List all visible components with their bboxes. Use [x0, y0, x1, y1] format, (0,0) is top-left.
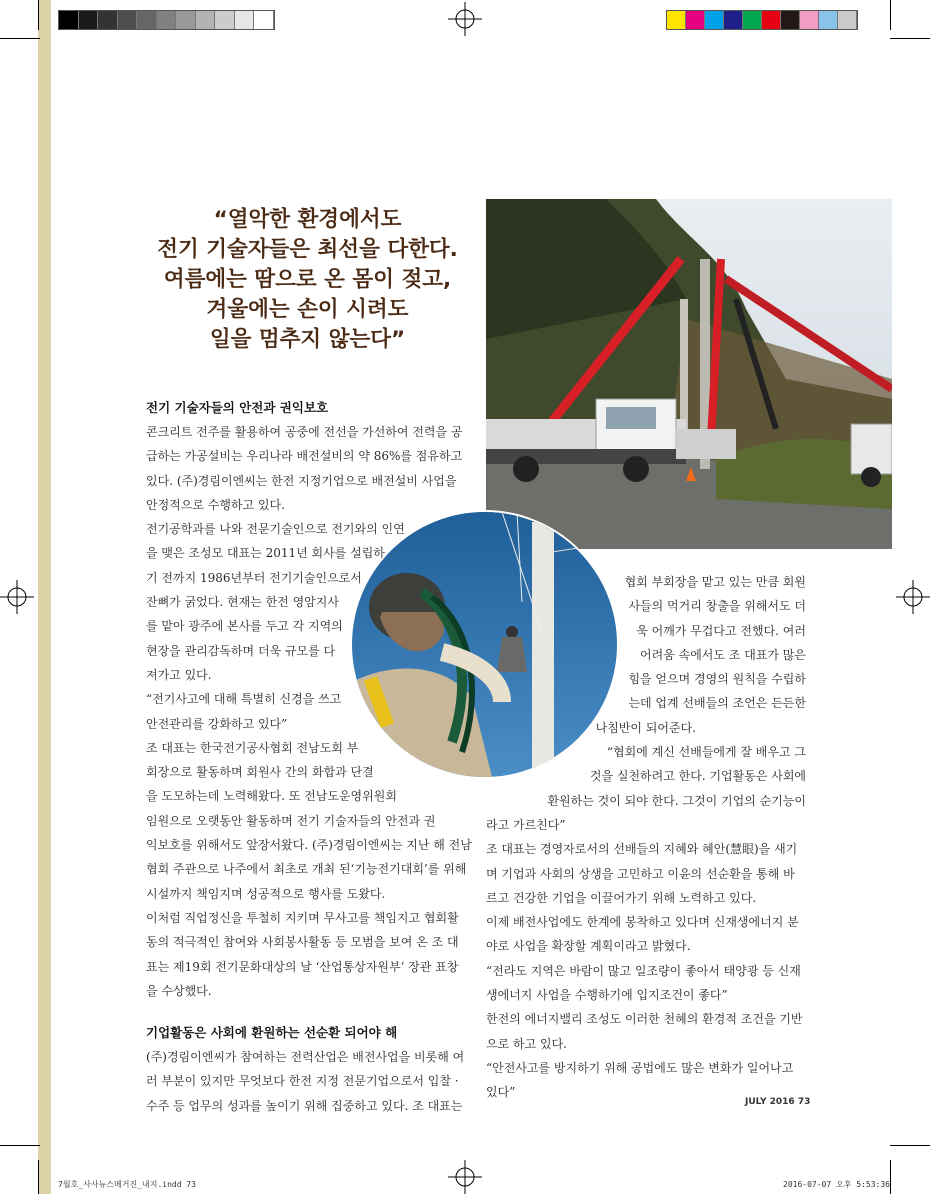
gray-swatch — [79, 11, 99, 29]
crop-mark — [0, 1145, 40, 1146]
gray-swatch — [254, 11, 274, 29]
body-line: 이처럼 직업정신을 투철히 지키며 무사고를 책임지고 협회활 — [146, 910, 459, 925]
body-line: 안전관리를 강화하고 있다” — [146, 716, 288, 731]
body-line: (주)경림이엔씨가 참여하는 전력산업은 배전사업을 비롯해 여 — [146, 1050, 465, 1065]
body-line: 협회 부회장을 맡고 있는 만큼 회원 — [624, 575, 806, 589]
registration-mark-icon — [448, 2, 482, 36]
process-color-bar — [666, 10, 858, 30]
body-line: 져가고 있다. — [146, 667, 212, 682]
body-line: 동의 적극적인 참여와 사회봉사활동 등 모범을 보여 온 조 대 — [146, 935, 459, 950]
pull-quote — [150, 205, 465, 355]
body-line: 을 수상했다. — [146, 983, 212, 998]
color-swatch — [705, 11, 724, 29]
gray-swatch — [235, 11, 255, 29]
body-line: 을 맺은 조성모 대표는 2011년 회사를 설립하 — [146, 546, 385, 561]
color-swatch — [743, 11, 762, 29]
gray-swatch — [118, 11, 138, 29]
body-line: 이제 배전사업에도 한계에 봉착하고 있다며 신재생에너지 분 — [486, 915, 799, 930]
body-line: 임원으로 오랫동안 활동하며 전기 기술자들의 안전과 권 — [146, 813, 436, 828]
body-line: 수주 등 업무의 성과를 높이기 위해 집중하고 있다. 조 대표는 — [146, 1098, 463, 1113]
body-line: 사들의 먹거리 창출을 위해서도 더 — [628, 599, 806, 614]
body-line: “전기사고에 대해 특별히 신경을 쓰고 — [146, 692, 342, 707]
color-swatch — [762, 11, 781, 29]
body-line: 을 도모하는데 노력해왔다. 또 전남도운영위원회 — [146, 789, 397, 804]
right-column — [484, 570, 806, 813]
gray-swatch — [157, 11, 177, 29]
body-line: 있다. (주)경림이엔씨는 한전 지정기업으로 배전설비 사업을 — [146, 473, 457, 488]
pull-quote-line: 겨울에는 손이 시려도 — [206, 297, 409, 322]
file-slug-left: 7월호_사사뉴스메거진_내지.indd 73 — [58, 1180, 196, 1189]
body-line: 전기공학과를 나와 전문기술인으로 전기와의 인연 — [146, 522, 405, 537]
body-line: 며 기업과 사회의 상생을 고민하고 이윤의 선순환을 통해 바 — [486, 866, 795, 881]
left-column — [146, 396, 472, 1118]
body-line: 욱 어깨가 무겁다고 전했다. 여러 — [636, 623, 806, 638]
body-line: 잔뼈가 굵었다. 현재는 한전 영암지사 — [146, 595, 339, 610]
gray-swatch — [59, 11, 79, 29]
body-line: 조 대표는 한국전기공사협회 전남도회 부 — [146, 740, 359, 755]
pull-quote-line: 여름에는 땀으로 온 몸이 젖고, — [163, 267, 452, 292]
body-line: 시설까지 책임지며 성공적으로 행사를 도왔다. — [146, 886, 386, 901]
body-line: 라고 가르친다” — [486, 818, 566, 832]
page-number-footer: JULY 2016 73 — [745, 1097, 811, 1107]
gray-swatch — [137, 11, 157, 29]
body-line: 조 대표는 경영자로서의 선배들의 지혜와 혜안(慧眼)을 새기 — [486, 842, 798, 857]
body-line: 힘을 얻으며 경영의 원칙을 수립하 — [628, 672, 806, 687]
body-line: 있다” — [486, 1085, 516, 1100]
crop-mark — [38, 0, 39, 30]
body-line: 환원하는 것이 되야 한다. 그것이 기업의 순기능이 — [547, 793, 806, 808]
grayscale-color-bar — [58, 10, 275, 30]
crop-mark — [890, 1145, 930, 1146]
body-line: 어려움 속에서도 조 대표가 많은 — [640, 647, 806, 662]
crane-trucks-photo — [486, 199, 892, 549]
body-line: 표는 제19회 전기문화대상의 날 ‘산업통상자원부’ 장관 표창 — [146, 959, 459, 974]
body-line: 기 전까지 1986년부터 전기기술인으로서 — [146, 570, 362, 585]
crop-mark — [890, 38, 930, 39]
body-line: 현장을 관리감독하며 더욱 규모를 다 — [146, 643, 336, 658]
pull-quote-line: “열악한 환경에서도 — [213, 207, 402, 232]
color-swatch — [724, 11, 743, 29]
body-line: 러 부분이 있지만 무엇보다 한전 지정 전문기업으로서 입찰 · — [146, 1074, 459, 1089]
body-line: 생에너지 사업을 수행하기에 입지조건이 좋다” — [486, 988, 728, 1003]
body-line: 야로 사업을 확장할 계획이라고 밝혔다. — [486, 939, 691, 954]
color-swatch — [800, 11, 819, 29]
section-heading: 전기 기술자들의 안전과 권익보호 — [146, 400, 329, 415]
gray-swatch — [98, 11, 118, 29]
body-line: 급하는 가공설비는 우리나라 배전설비의 약 86%를 점유하고 — [146, 449, 463, 464]
registration-mark-icon — [0, 580, 34, 614]
crop-mark — [38, 1160, 39, 1194]
crop-mark — [890, 1160, 891, 1194]
body-line: 콘크리트 전주를 활용하여 공중에 전선을 가선하여 전력을 공 — [146, 425, 463, 439]
body-line: 익보호를 위해서도 앞장서왔다. (주)경림이엔씨는 지난 해 전남 — [146, 838, 472, 853]
body-line: 안정적으로 수행하고 있다. — [146, 497, 285, 512]
pull-quote-line: 전기 기술자들은 최선을 다한다. — [157, 237, 458, 262]
gray-swatch — [176, 11, 196, 29]
color-swatch — [686, 11, 705, 29]
color-swatch — [838, 11, 857, 29]
body-line: 는데 업계 선배들의 조언은 든든한 — [628, 696, 806, 711]
body-line: 으로 하고 있다. — [486, 1036, 567, 1051]
right-column-lower — [486, 813, 803, 1105]
body-line: 르고 건강한 기업을 이끌어가기 위해 노력하고 있다. — [486, 890, 757, 905]
body-line: 것을 실천하려고 한다. 기업활동은 사회에 — [589, 769, 806, 784]
body-line: “전라도 지역은 바람이 많고 일조량이 좋아서 태양광 등 신재 — [486, 963, 801, 978]
body-line: 나침반이 되어준다. — [595, 720, 696, 735]
color-swatch — [667, 11, 686, 29]
registration-mark-icon — [896, 580, 930, 614]
body-line: 한전의 에너지밸리 조성도 이러한 천혜의 환경적 조건을 기반 — [486, 1012, 803, 1027]
file-slug-right: 2016-07-07 오후 5:53:36 — [783, 1180, 890, 1189]
page-spine-band — [38, 0, 51, 1194]
registration-mark-icon — [448, 1160, 482, 1194]
body-line: 회장으로 활동하며 회원사 간의 화합과 단결 — [146, 765, 374, 780]
body-line: “협회에 계신 선배들에게 잘 배우고 그 — [606, 745, 806, 760]
color-swatch — [781, 11, 800, 29]
body-line: 를 맡아 광주에 본사를 두고 각 지역의 — [146, 619, 343, 634]
color-swatch — [819, 11, 838, 29]
section-heading: 기업활동은 사회에 환원하는 선순환 되어야 해 — [146, 1025, 398, 1041]
crop-mark — [890, 0, 891, 30]
crop-mark — [0, 38, 40, 39]
pull-quote-line: 일을 멈추지 않는다” — [209, 327, 406, 352]
gray-swatch — [196, 11, 216, 29]
body-line: “안전사고를 방지하기 위해 공법에도 많은 변화가 일어나고 — [486, 1060, 794, 1075]
body-line: 협회 주관으로 나주에서 최초로 개최 된‘기능전기대회’를 위해 — [146, 862, 467, 877]
gray-swatch — [215, 11, 235, 29]
